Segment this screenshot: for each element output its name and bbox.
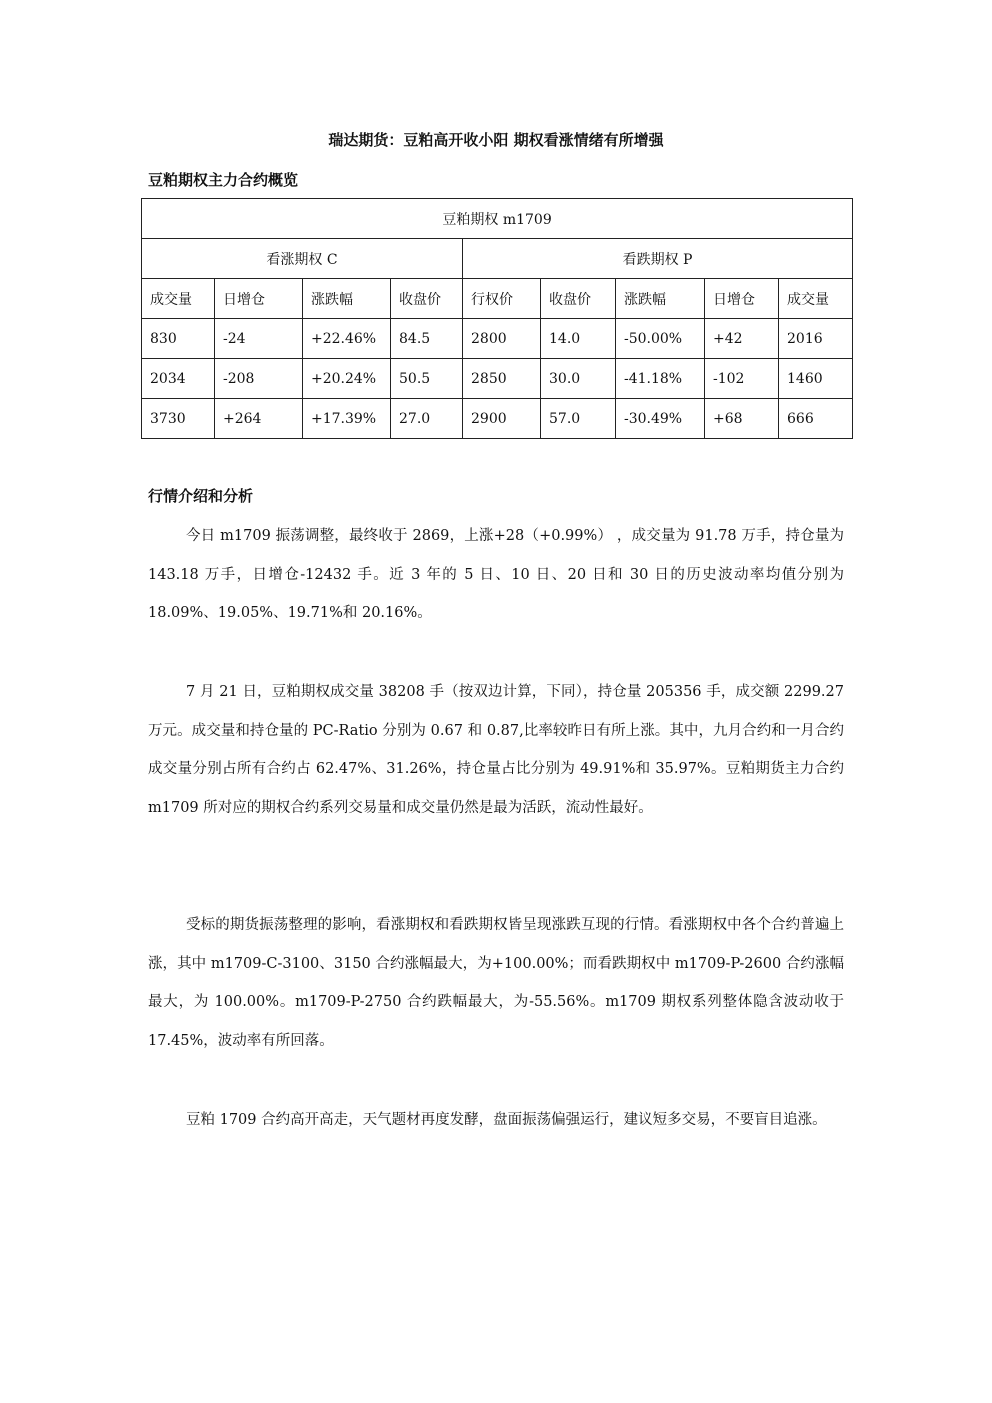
table-row [142, 399, 853, 439]
table-cell: -208 [215, 359, 303, 399]
put-options-header: 看跌期权 P [463, 239, 853, 279]
options-overview-table [141, 198, 853, 439]
analysis-paragraph: 7 月 21 日，豆粕期权成交量 38208 手（按双边计算，下同），持仓量 205356 手，成交额 2299.27 万元。成交量和持仓量的 PC-Ratio 分别为 0.67 和 0.87,比率较昨日有所上涨。其中，九月合约和一月合约成交量分别占所有合约占 62.47%、31.26%，持仓量占比分别为 49.91%和 35.97%。豆粕期货主力合约 m1709 所对应的期权合约系列交易量和成交量仍然是最为活跃，流动性最好。 [148, 684, 844, 816]
column-header: 成交量 [779, 279, 853, 319]
table-cell: 830 [142, 319, 215, 359]
table-cell: +68 [705, 399, 779, 439]
table-cell: 84.5 [391, 319, 463, 359]
table-cell: 666 [779, 399, 853, 439]
table-caption-row [142, 199, 853, 239]
document-title: 瑞达期货：豆粕高开收小阳 期权看涨情绪有所增强 [328, 131, 664, 149]
overview-heading: 豆粕期权主力合约概览 [148, 171, 299, 189]
table-cell: 2900 [463, 399, 541, 439]
table-group-row [142, 239, 853, 279]
analysis-paragraph: 受标的期货振荡整理的影响，看涨期权和看跌期权皆呈现涨跌互现的行情。看涨期权中各个合约普遍上涨，其中 m1709-C-3100、3150 合约涨幅最大，为+100.00%；而看跌期权中 m1709-P-2600 合约涨幅最大，为 100.00%。m1709-P-2750 合约跌幅最大，为-55.56%。m1709 期权系列整体隐含波动收于 17.45%，波动率有所回落。 [148, 917, 844, 1049]
table-cell: 2800 [463, 319, 541, 359]
table-cell: +22.46% [303, 319, 391, 359]
table-caption: 豆粕期权 m1709 [142, 199, 853, 239]
table-cell: -50.00% [616, 319, 705, 359]
table-cell: 50.5 [391, 359, 463, 399]
table-cell: +264 [215, 399, 303, 439]
column-header: 日增仓 [215, 279, 303, 319]
table-cell: 1460 [779, 359, 853, 399]
analysis-heading: 行情介绍和分析 [148, 487, 254, 505]
column-header: 成交量 [142, 279, 215, 319]
table-row [142, 319, 853, 359]
column-header: 行权价 [463, 279, 541, 319]
table-cell: 3730 [142, 399, 215, 439]
table-cell: -24 [215, 319, 303, 359]
table-cell: 2850 [463, 359, 541, 399]
column-header: 涨跌幅 [616, 279, 705, 319]
column-header: 日增仓 [705, 279, 779, 319]
analysis-paragraph: 今日 m1709 振荡调整，最终收于 2869，上涨+28（+0.99%） ，成交量为 91.78 万手，持仓量为 143.18 万手，日增仓-12432 手。近 3 年的 5 日、10 日、20 日和 30 日的历史波动率均值分别为 18.09%、19.05%、19.71%和 20.16%。 [148, 528, 844, 621]
table-cell: -41.18% [616, 359, 705, 399]
table-cell: +17.39% [303, 399, 391, 439]
analysis-paragraph: 豆粕 1709 合约高开高走，天气题材再度发酵，盘面振荡偏强运行，建议短多交易，不要盲目追涨。 [186, 1112, 827, 1128]
column-header: 收盘价 [391, 279, 463, 319]
table-cell: 30.0 [541, 359, 616, 399]
table-cell: 27.0 [391, 399, 463, 439]
table-cell: 57.0 [541, 399, 616, 439]
table-cell: -30.49% [616, 399, 705, 439]
table-cell: 2034 [142, 359, 215, 399]
table-cell: +42 [705, 319, 779, 359]
table-row [142, 359, 853, 399]
column-header: 收盘价 [541, 279, 616, 319]
table-cell: -102 [705, 359, 779, 399]
table-header-row [142, 279, 853, 319]
table-cell: +20.24% [303, 359, 391, 399]
table-cell: 2016 [779, 319, 853, 359]
table-cell: 14.0 [541, 319, 616, 359]
call-options-header: 看涨期权 C [142, 239, 463, 279]
column-header: 涨跌幅 [303, 279, 391, 319]
